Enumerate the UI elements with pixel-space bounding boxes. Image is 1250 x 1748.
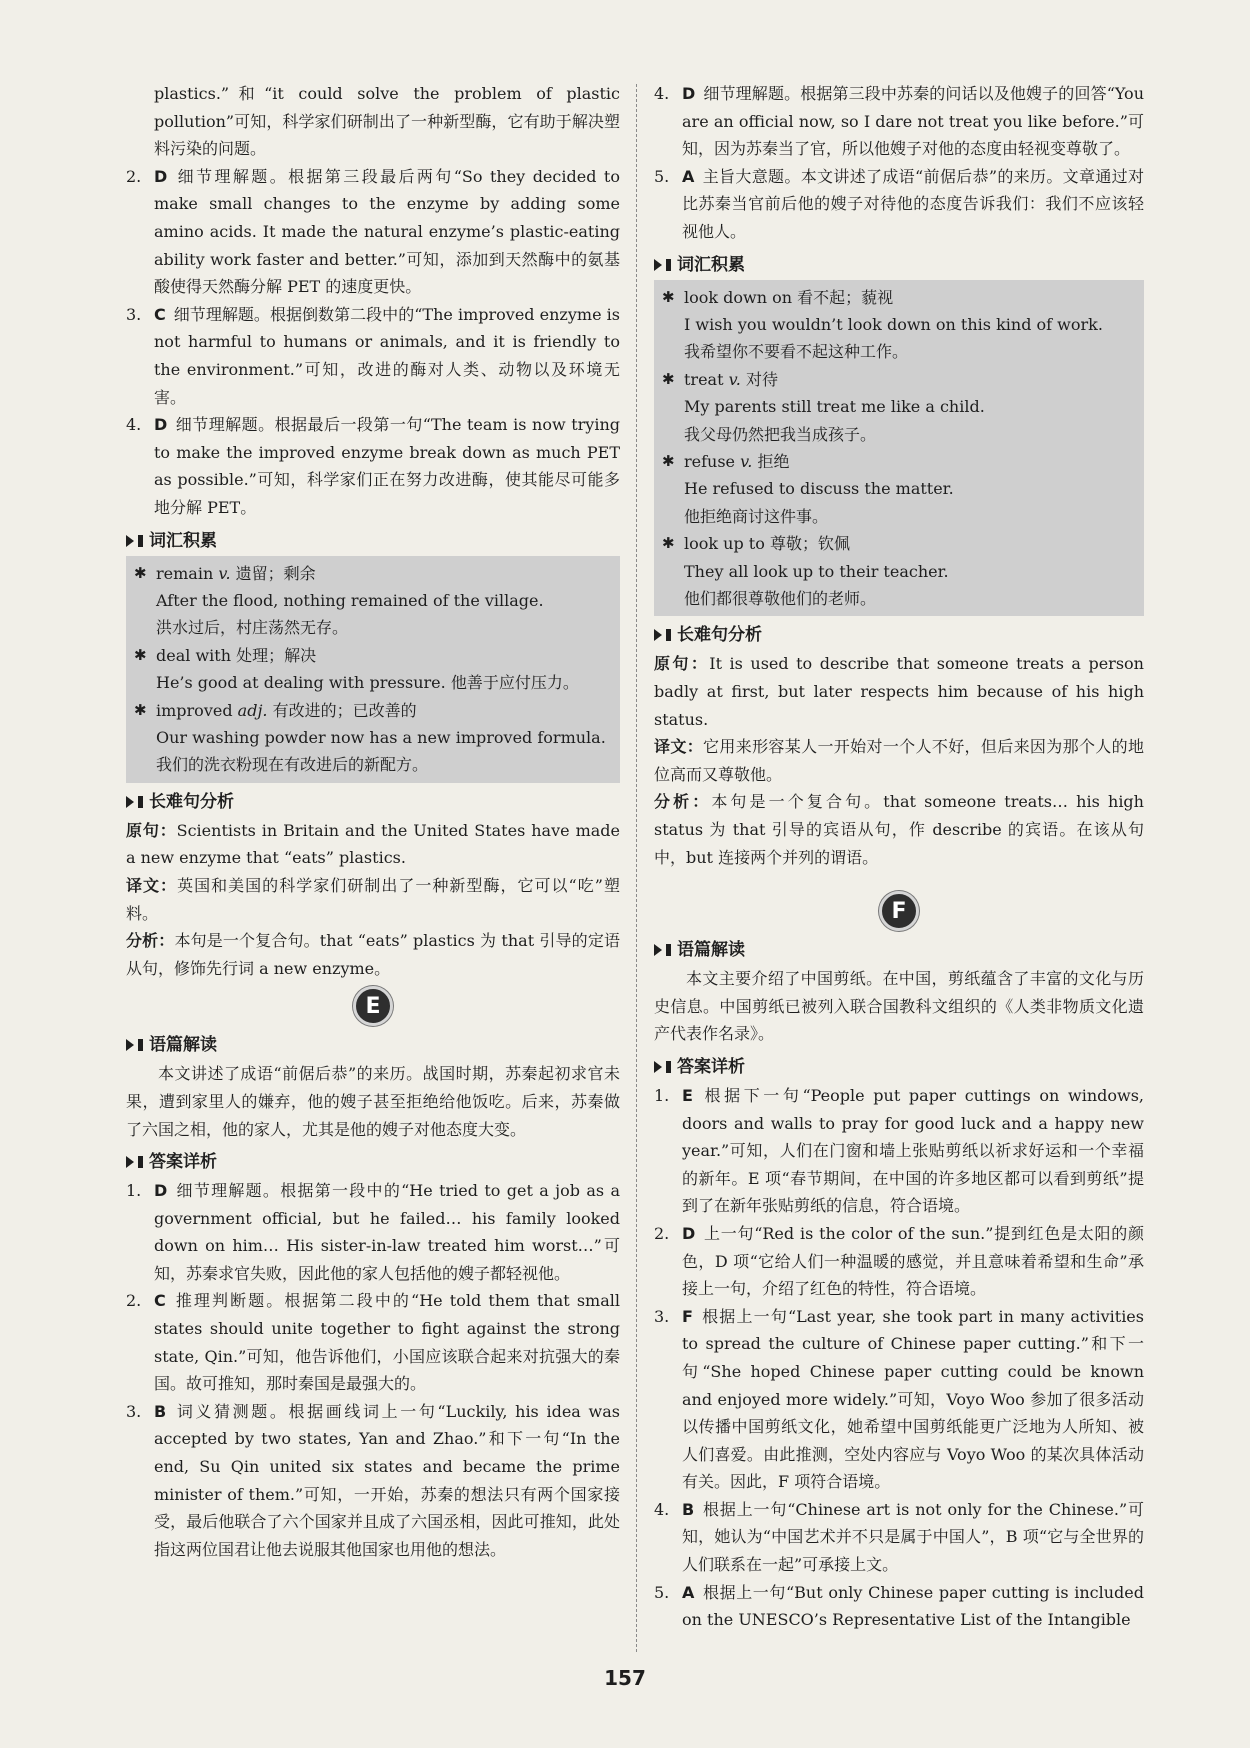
vocab-heading: 词汇积累 — [126, 529, 620, 553]
vocab-example-cn: 他拒绝商讨这件事。 — [684, 506, 829, 526]
vocab-example-en: Our washing powder now has a new improved formula. — [156, 727, 606, 747]
item-number: 2. — [126, 1291, 142, 1311]
bar-icon — [138, 1156, 143, 1168]
analysis: 分析：本句是一个复合句。that “eats” plastics 为 that 引导的定语从句，修饰先行词 a new enzyme。 — [126, 931, 620, 978]
answer-explanation: 根据下一句“People put paper cuttings on windows, doors and walls to pray for good luck and a happy new year.”可知，人们在门窗和墙上张贴剪纸以祈求好运和一个幸福的新年。E 项“春节期间，在中国的许多地区都可以看到剪纸”提到了在新年张贴剪纸的信息，符合语境。 — [682, 1085, 1144, 1216]
answers-heading: 答案详析 — [126, 1150, 620, 1174]
answer-letter: D — [154, 166, 168, 186]
vocab-example-en: After the flood, nothing remained of the village. — [156, 590, 544, 610]
right-column — [654, 80, 1144, 1634]
item-number: 3. — [654, 1306, 670, 1326]
column-divider — [636, 84, 637, 1652]
item-number: 1. — [654, 1085, 670, 1105]
vocab-example-cn: 我们的洗衣粉现在有改进后的新配方。 — [156, 755, 429, 775]
vocab-word: ✱ look up to 尊敬；钦佩 — [654, 530, 1144, 557]
translation: 译文：英国和美国的科学家们研制出了一种新型酶，它可以“吃”塑料。 — [126, 875, 620, 923]
bar-icon — [138, 1039, 143, 1051]
vocab-word: ✱ treat v. 对待 — [654, 366, 1144, 393]
bar-icon — [666, 629, 671, 641]
reading-heading: 语篇解读 — [654, 938, 1144, 962]
answer-explanation: 主旨大意题。本文讲述了成语“前倨后恭”的来历。文章通过对比苏秦当官前后他的嫂子对待他的态度告诉我们：我们不应该轻视他人。 — [682, 166, 1144, 241]
answer-item — [126, 301, 620, 411]
answer-explanation: 细节理解题。根据最后一段第一句“The team is now trying to make the improved enzyme break down as much PET as possible.”可知，科学家们正在努力改进酶，使其能尽可能多地分解 PET。 — [154, 415, 620, 517]
vocab-example-cn: 他们都很尊敬他们的老师。 — [684, 589, 877, 609]
triangle-icon — [654, 1061, 662, 1073]
vocab-example-en: I wish you wouldn’t look down on this kind of work. — [684, 314, 1103, 334]
answer-item — [654, 1082, 1144, 1220]
original-sentence: 原句：It is used to describe that someone treats a person badly at first, but later respects him because of his high status. — [654, 654, 1144, 729]
answer-letter: D — [154, 415, 168, 435]
answer-letter: B — [154, 1401, 167, 1421]
vocab-example-en: My parents still treat me like a child. — [684, 397, 985, 417]
triangle-icon — [654, 259, 662, 271]
answer-explanation: 细节理解题。根据第一段中的“He tried to get a job as a government official, but he failed… his family looked down on him… His sister-in-law treated him worst…”可知，苏秦求官失败，因此他的家人包括他的嫂子都轻视他。 — [154, 1181, 620, 1283]
answers-e-list — [126, 1177, 620, 1563]
reading-heading: 语篇解读 — [126, 1033, 620, 1057]
section-badge-f: F — [879, 891, 919, 931]
answer-item — [126, 163, 620, 301]
answer-item — [654, 1579, 1144, 1634]
vocab-example-cn: 洪水过后，村庄荡然无存。 — [156, 618, 349, 638]
vocab-word: ✱ refuse v. 拒绝 — [654, 448, 1144, 475]
answer-letter: C — [154, 1291, 166, 1311]
item-number: 2. — [654, 1223, 670, 1243]
answer-explanation: 细节理解题。根据第三段最后两句“So they decided to make small changes to the enzyme by adding some amino acids. It made the natural enzyme’s plastic-eating ability work faster and better.”可知，添加到天然酶中的氨基酸使得天然酶分解 PET 的速度更快。 — [154, 166, 620, 297]
answer-item — [654, 80, 1144, 163]
vocab-box — [126, 556, 620, 783]
item-number: 5. — [654, 166, 670, 186]
bar-icon — [138, 535, 143, 547]
vocab-word: ✱ remain v. 遗留；剩余 — [126, 560, 620, 587]
vocab-example-cn: 我父母仍然把我当成孩子。 — [684, 424, 877, 444]
answer-explanation: 根据上一句“But only Chinese paper cutting is included on the UNESCO’s Representative List of the Intangible — [682, 1582, 1144, 1630]
answer-letter: D — [154, 1181, 168, 1201]
item-number: 4. — [654, 84, 670, 103]
answers-heading: 答案详析 — [654, 1055, 1144, 1079]
answer-explanation: 细节理解题。根据第三段中苏秦的问话以及他嫂子的回答“You are an official now, so I dare not treat you like before.”可知，因为苏秦当了官，所以他嫂子对他的态度由轻视变尊敬了。 — [682, 84, 1144, 159]
answer-explanation: 根据上一句“Last year, she took part in many activities to spread the culture of Chinese paper cutting.”和下一句“She hoped Chinese paper cutting could be known and enjoyed more widely.”可知，Voyo Woo 参加了很多活动以传播中国剪纸文化，她希望中国剪纸能更广泛地为人所知、被人们喜爱。由此推测，空处内容应与 Voyo Woo 的某次具体活动有关。因此，F 项符合语境。 — [682, 1306, 1144, 1492]
answers-e-cont-list — [654, 80, 1144, 246]
answer-item — [126, 1177, 620, 1287]
item-number: 5. — [654, 1582, 670, 1602]
answer-item — [654, 163, 1144, 246]
vocab-example-cn: 我希望你不要看不起这种工作。 — [684, 342, 909, 362]
long-sentence-heading: 长难句分析 — [126, 790, 620, 814]
item-number: 3. — [126, 304, 142, 324]
answer-letter: C — [154, 304, 166, 324]
answer-item — [654, 1496, 1144, 1579]
triangle-icon — [126, 535, 134, 547]
bar-icon — [666, 259, 671, 271]
answer-item — [126, 411, 620, 521]
triangle-icon — [126, 796, 134, 808]
answers-d-list — [126, 163, 620, 522]
vocab-example: He’s good at dealing with pressure. 他善于应付压力。 — [156, 673, 579, 693]
answer-letter: E — [682, 1085, 693, 1105]
original-sentence: 原句：Scientists in Britain and the United States have made a new enzyme that “eats” plastics. — [126, 820, 620, 868]
section-badge-e: E — [353, 986, 393, 1026]
reading-summary: 本文主要介绍了中国剪纸。在中国，剪纸蕴含了丰富的文化与历史信息。中国剪纸已被列入联合国教科文组织的《人类非物质文化遗产代表作名录》。 — [654, 969, 1144, 1044]
vocab-word: ✱ improved adj. 有改进的；已改善的 — [126, 697, 620, 724]
item-number: 1. — [126, 1181, 142, 1201]
left-column — [126, 80, 620, 1563]
item-number: 4. — [654, 1499, 670, 1519]
answer-explanation: 根据上一句“Chinese art is not only for the Chinese.”可知，她认为“中国艺术并不只是属于中国人”，B 项“它与全世界的人们联系在一起”可承接上文。 — [682, 1499, 1144, 1575]
answer-item — [654, 1220, 1144, 1303]
bar-icon — [666, 944, 671, 956]
answer-letter: D — [682, 84, 696, 103]
answer-explanation: 上一句“Red is the color of the sun.”提到红色是太阳的颜色，D 项“它给人们一种温暖的感觉，并且意味着希望和生命”承接上一句，介绍了红色的特性，符合语境。 — [682, 1223, 1144, 1299]
answer-explanation: 细节理解题。根据倒数第二段中的“The improved enzyme is not harmful to humans or animals, and it is friendly to the environment.”可知，改进的酶对人类、动物以及环境无害。 — [154, 304, 620, 407]
item-number: 3. — [126, 1401, 142, 1421]
answer-item — [126, 1398, 620, 1564]
answer-letter: F — [682, 1306, 693, 1326]
triangle-icon — [126, 1039, 134, 1051]
vocab-example-en: They all look up to their teacher. — [684, 561, 949, 581]
answer-letter: A — [682, 166, 695, 186]
answers-f-list — [654, 1082, 1144, 1634]
translation: 译文：它用来形容某人一开始对一个人不好，但后来因为那个人的地位高而又尊敬他。 — [654, 737, 1144, 784]
analysis: 分析：本句是一个复合句。that someone treats… his high status 为 that 引导的宾语从句，作 describe 的宾语。在该从句中，but 连接两个并列的谓语。 — [654, 792, 1144, 867]
page-number: 157 — [604, 1666, 646, 1690]
item-number: 4. — [126, 415, 142, 435]
long-sentence-heading: 长难句分析 — [654, 623, 1144, 647]
intro-text: plastics.”和“it could solve the problem of plastic pollution”可知，科学家们研制出了一种新型酶，它有助于解决塑料污染的问题。 — [154, 84, 620, 159]
item-number: 2. — [126, 166, 142, 186]
answer-letter: D — [682, 1223, 696, 1243]
triangle-icon — [654, 944, 662, 956]
vocab-example-en: He refused to discuss the matter. — [684, 479, 954, 499]
vocab-heading: 词汇积累 — [654, 253, 1144, 277]
answer-explanation: 词义猜测题。根据画线词上一句“Luckily, his idea was accepted by two states, Yan and Zhao.”和下一句“In the end, Su Qin united six states and became the prime minister of them.”可知，一开始，苏秦的想法只有两个国家接受，最后他联合了六个国家并且成了六国丞相，因此可推知，此处指这两位国君让他去说服其他国家也用他的想法。 — [154, 1401, 620, 1559]
bar-icon — [666, 1061, 671, 1073]
vocab-box — [654, 280, 1144, 617]
answer-item — [126, 1287, 620, 1397]
answer-letter: B — [682, 1499, 695, 1519]
answer-item — [654, 1303, 1144, 1496]
vocab-word: ✱ deal with 处理；解决 — [126, 642, 620, 669]
vocab-word: ✱ look down on 看不起；藐视 — [654, 284, 1144, 311]
triangle-icon — [126, 1156, 134, 1168]
triangle-icon — [654, 629, 662, 641]
reading-summary: 本文讲述了成语“前倨后恭”的来历。战国时期，苏秦起初求官未果，遭到家里人的嫌弃，他的嫂子甚至拒绝给他饭吃。后来，苏秦做了六国之相，他的家人，尤其是他的嫂子对他态度大变。 — [126, 1064, 620, 1139]
answer-explanation: 推理判断题。根据第二段中的“He told them that small states should unite together to fight against the strong state, Qin.”可知，他告诉他们，小国应该联合起来对抗强大的秦国。故可推知，那时秦国是最强大的。 — [154, 1291, 620, 1394]
answer-letter: A — [682, 1582, 695, 1602]
bar-icon — [138, 796, 143, 808]
